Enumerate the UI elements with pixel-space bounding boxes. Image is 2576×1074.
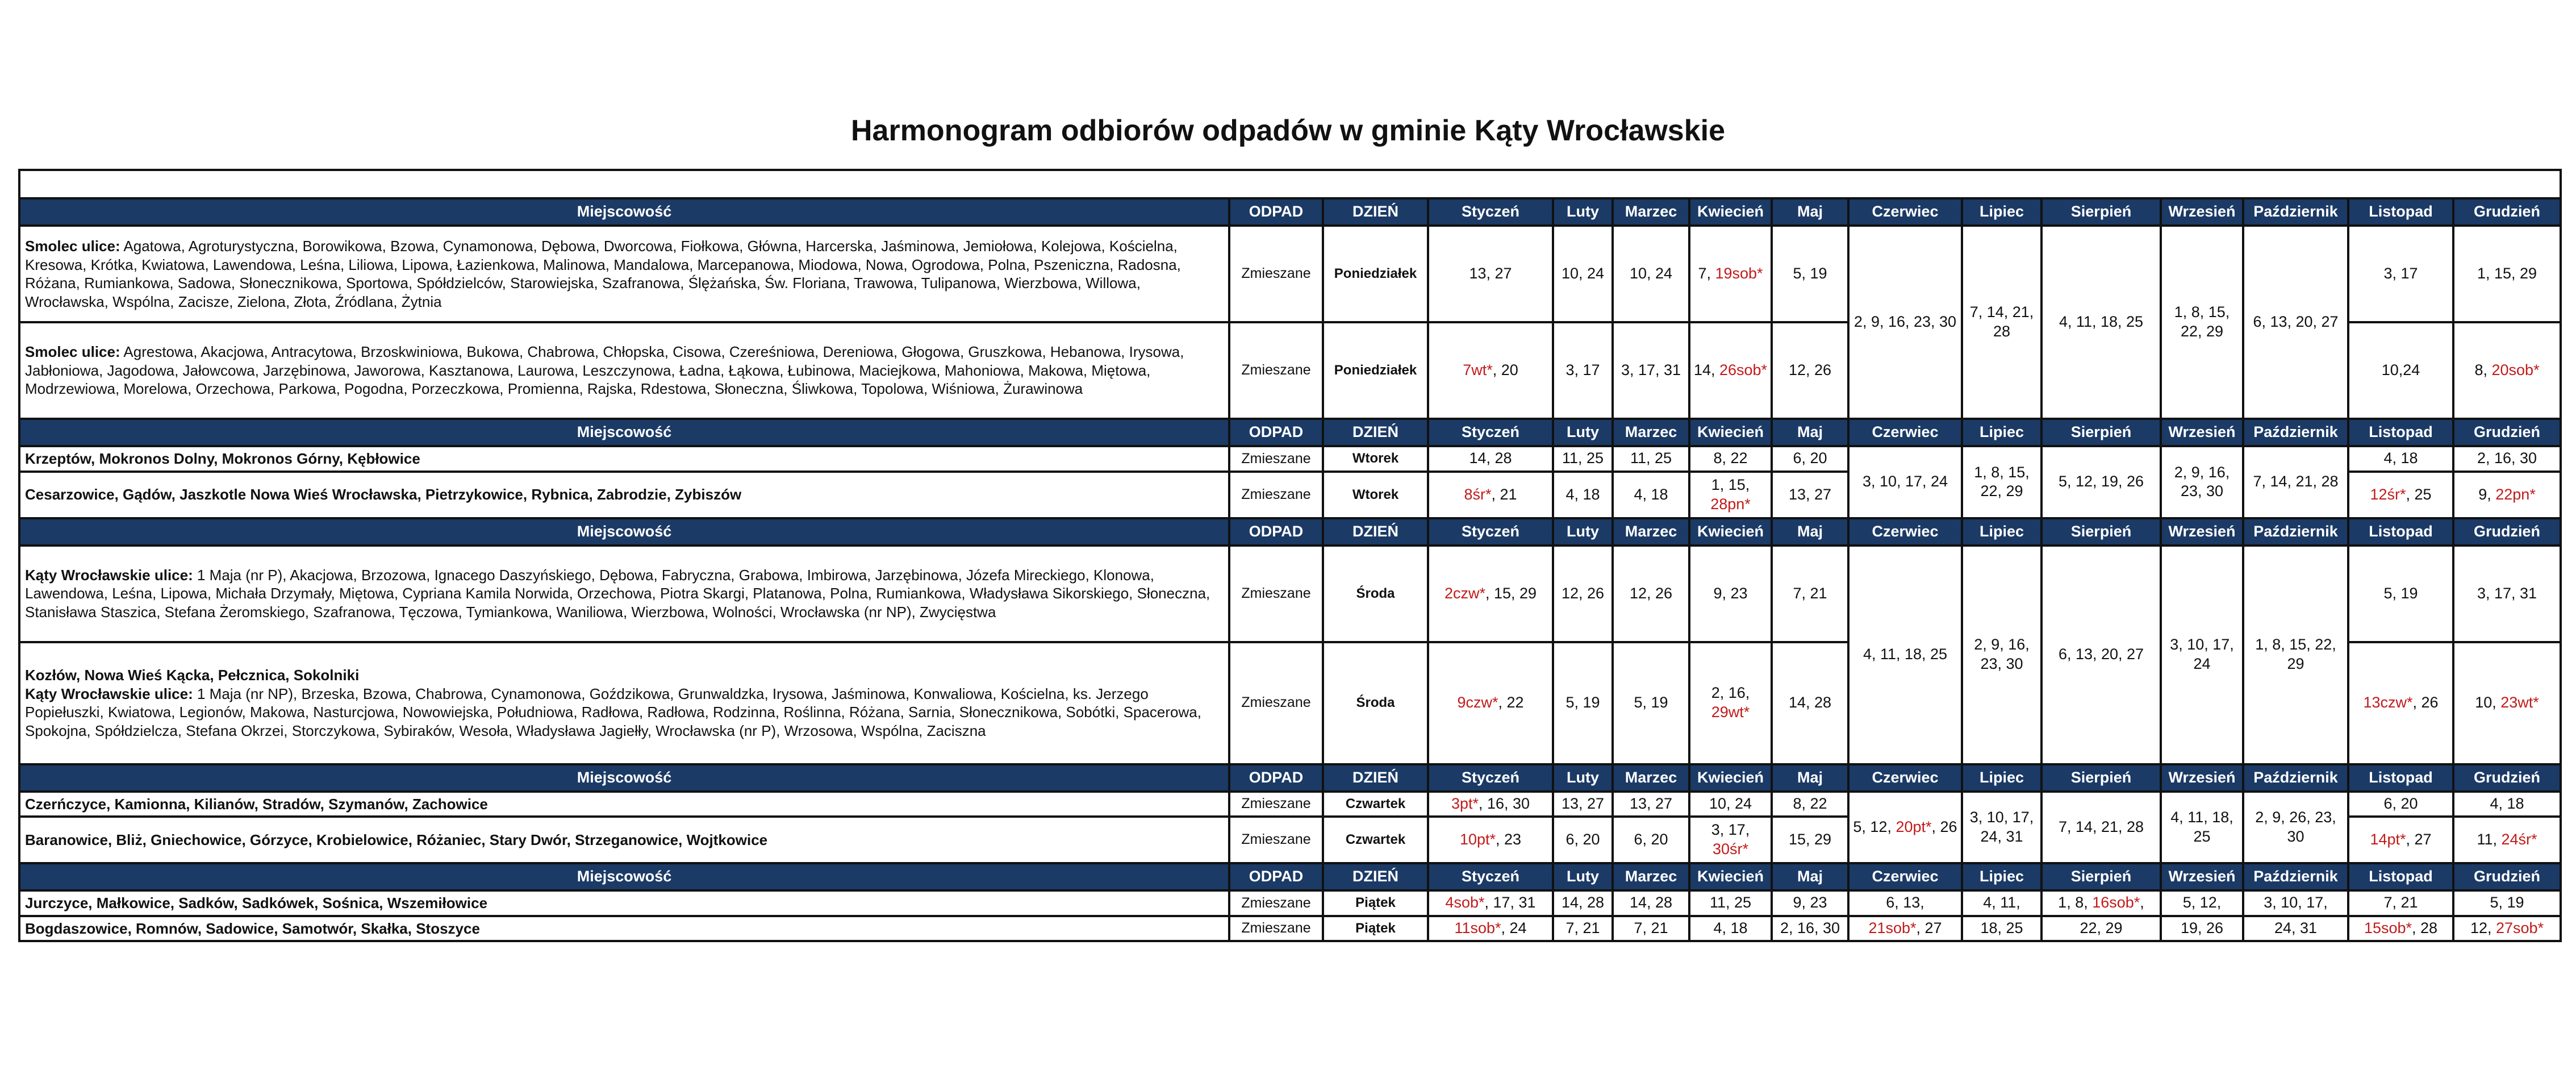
may-dates: 14, 28 bbox=[1772, 642, 1848, 764]
sep-dates: 1, 8, 15, 22, 29 bbox=[2161, 226, 2243, 419]
section-header-row bbox=[19, 518, 2561, 546]
waste-type-cell: Zmieszane bbox=[1229, 446, 1323, 472]
mar-dates: 12, 26 bbox=[1613, 546, 1689, 642]
column-header-feb: Luty bbox=[1553, 863, 1613, 890]
feb-dates: 12, 26 bbox=[1553, 546, 1613, 642]
column-header-jun: Czerwiec bbox=[1848, 419, 1962, 446]
dec-dates: 9, 22pn* bbox=[2453, 472, 2561, 518]
nov-dates: 12śr*, 25 bbox=[2348, 472, 2453, 518]
nov-dates: 4, 18 bbox=[2348, 446, 2453, 472]
column-header-oct: Październik bbox=[2243, 764, 2348, 792]
apr-dates: 1, 15, 28pn* bbox=[1689, 472, 1772, 518]
mar-dates: 6, 20 bbox=[1613, 817, 1689, 863]
dec-dates: 11, 24śr* bbox=[2453, 817, 2561, 863]
column-header-jan: Styczeń bbox=[1428, 863, 1553, 890]
may-dates: 9, 23 bbox=[1772, 890, 1848, 916]
nov-dates: 15sob*, 28 bbox=[2348, 916, 2453, 942]
waste-type-cell: Zmieszane bbox=[1229, 890, 1323, 916]
waste-type-cell: Zmieszane bbox=[1229, 817, 1323, 863]
apr-dates: 9, 23 bbox=[1689, 546, 1772, 642]
aug-dates: 1, 8, 16sob*, bbox=[2041, 890, 2161, 916]
aug-dates: 6, 13, 20, 27 bbox=[2041, 546, 2161, 764]
column-header-apr: Kwiecień bbox=[1689, 764, 1772, 792]
jan-dates: 4sob*, 17, 31 bbox=[1428, 890, 1553, 916]
column-header-may: Maj bbox=[1772, 863, 1848, 890]
mar-dates: 10, 24 bbox=[1613, 226, 1689, 322]
jun-dates: 5, 12, 20pt*, 26 bbox=[1848, 792, 1962, 864]
column-header-waste: ODPAD bbox=[1229, 863, 1323, 890]
sep-dates: 2, 9, 16, 23, 30 bbox=[2161, 446, 2243, 518]
column-header-day: DZIEŃ bbox=[1323, 198, 1428, 226]
oct-dates: 6, 13, 20, 27 bbox=[2243, 226, 2348, 419]
column-header-dec: Grudzień bbox=[2453, 419, 2561, 446]
waste-type-cell: Zmieszane bbox=[1229, 642, 1323, 764]
sep-dates: 5, 12, bbox=[2161, 890, 2243, 916]
apr-dates: 7, 19sob* bbox=[1689, 226, 1772, 322]
dec-dates: 5, 19 bbox=[2453, 890, 2561, 916]
column-header-apr: Kwiecień bbox=[1689, 419, 1772, 446]
jun-dates: 6, 13, bbox=[1848, 890, 1962, 916]
table-row bbox=[19, 792, 2561, 817]
nov-dates: 5, 19 bbox=[2348, 546, 2453, 642]
dec-dates: 10, 23wt* bbox=[2453, 642, 2561, 764]
feb-dates: 14, 28 bbox=[1553, 890, 1613, 916]
column-header-waste: ODPAD bbox=[1229, 198, 1323, 226]
column-header-feb: Luty bbox=[1553, 419, 1613, 446]
column-header-oct: Październik bbox=[2243, 419, 2348, 446]
column-header-jun: Czerwiec bbox=[1848, 863, 1962, 890]
may-dates: 15, 29 bbox=[1772, 817, 1848, 863]
column-header-nov: Listopad bbox=[2348, 764, 2453, 792]
jun-dates: 21sob*, 27 bbox=[1848, 916, 1962, 942]
waste-type-cell: Zmieszane bbox=[1229, 546, 1323, 642]
waste-schedule-table bbox=[18, 169, 2562, 942]
column-header-day: DZIEŃ bbox=[1323, 518, 1428, 546]
nov-dates: 13czw*, 26 bbox=[2348, 642, 2453, 764]
apr-dates: 2, 16, 29wt* bbox=[1689, 642, 1772, 764]
may-dates: 12, 26 bbox=[1772, 322, 1848, 419]
column-header-place: Miejscowość bbox=[19, 198, 1229, 226]
column-header-may: Maj bbox=[1772, 518, 1848, 546]
oct-dates: 2, 9, 26, 23, 30 bbox=[2243, 792, 2348, 864]
column-header-oct: Październik bbox=[2243, 198, 2348, 226]
section-header-row bbox=[19, 863, 2561, 890]
dec-dates: 12, 27sob* bbox=[2453, 916, 2561, 942]
column-header-jan: Styczeń bbox=[1428, 518, 1553, 546]
column-header-mar: Marzec bbox=[1613, 764, 1689, 792]
place-cell: Kozłów, Nowa Wieś Kącka, Pełcznica, Sokolniki Kąty Wrocławskie ulice: 1 Maja (nr NP), Brzeska, Bzowa, Chabrowa, Cynamonowa, Goździkowa, Grunwaldzka, Irysowa, Jaśminowa, Konwaliowa, Kościelna, ks. Jerzego Popiełuszki, Kwiatowa, Legionów, Makowa, Nasturcjowa, Nowowiejska, Południowa, Radłowa, Radłowa, Rodzinna, Roślinna, Różana, Sarnia, Słonecznikowa, Sobótki, Spacerowa, Spokojna, Spółdzielcza, Stefana Okrzei, Storczykowa, Sybiraków, Wesoła, Władysława Jagiełły, Wrocławska (nr P), Wrzosowa, Wspólna, Zaciszna bbox=[19, 642, 1229, 764]
feb-dates: 11, 25 bbox=[1553, 446, 1613, 472]
column-header-nov: Listopad bbox=[2348, 518, 2453, 546]
column-header-feb: Luty bbox=[1553, 198, 1613, 226]
sep-dates: 4, 11, 18, 25 bbox=[2161, 792, 2243, 864]
jan-dates: 9czw*, 22 bbox=[1428, 642, 1553, 764]
column-header-oct: Październik bbox=[2243, 518, 2348, 546]
column-header-jul: Lipiec bbox=[1962, 764, 2041, 792]
weekday-cell: Wtorek bbox=[1323, 472, 1428, 518]
column-header-sep: Wrzesień bbox=[2161, 518, 2243, 546]
column-header-mar: Marzec bbox=[1613, 518, 1689, 546]
column-header-jan: Styczeń bbox=[1428, 198, 1553, 226]
jul-dates: 7, 14, 21, 28 bbox=[1962, 226, 2041, 419]
column-header-apr: Kwiecień bbox=[1689, 863, 1772, 890]
jan-dates: 2czw*, 15, 29 bbox=[1428, 546, 1553, 642]
feb-dates: 6, 20 bbox=[1553, 817, 1613, 863]
column-header-dec: Grudzień bbox=[2453, 764, 2561, 792]
column-header-place: Miejscowość bbox=[19, 863, 1229, 890]
table-row bbox=[19, 546, 2561, 642]
column-header-aug: Sierpień bbox=[2041, 764, 2161, 792]
column-header-may: Maj bbox=[1772, 764, 1848, 792]
column-header-sep: Wrzesień bbox=[2161, 764, 2243, 792]
jul-dates: 2, 9, 16, 23, 30 bbox=[1962, 546, 2041, 764]
column-header-jul: Lipiec bbox=[1962, 518, 2041, 546]
nov-dates: 7, 21 bbox=[2348, 890, 2453, 916]
may-dates: 8, 22 bbox=[1772, 792, 1848, 817]
weekday-cell: Piątek bbox=[1323, 916, 1428, 942]
table-row bbox=[19, 890, 2561, 916]
may-dates: 7, 21 bbox=[1772, 546, 1848, 642]
place-cell: Kąty Wrocławskie ulice: 1 Maja (nr P), Akacjowa, Brzozowa, Ignacego Daszyńskiego, Dębowa, Fabryczna, Grabowa, Imbirowa, Jarzębinowa, Józefa Mireckiego, Klonowa, Lawendowa, Leśna, Lipowa, Michała Drzymały, Miętowa, Cypriana Kamila Norwida, Orzechowa, Piotra Skargi, Platanowa, Polna, Rumiankowa, Władysława Sikorskiego, Słoneczna, Stanisława Staszica, Stefana Żeromskiego, Szafranowa, Tęczowa, Tymiankowa, Waniliowa, Wierzbowa, Wolności, Wrocławska (nr NP), Zwycięstwa bbox=[19, 546, 1229, 642]
waste-type-cell: Zmieszane bbox=[1229, 226, 1323, 322]
place-cell: Jurczyce, Małkowice, Sadków, Sadkówek, Sośnica, Wszemiłowice bbox=[19, 890, 1229, 916]
column-header-jul: Lipiec bbox=[1962, 863, 2041, 890]
column-header-feb: Luty bbox=[1553, 518, 1613, 546]
may-dates: 5, 19 bbox=[1772, 226, 1848, 322]
jun-dates: 3, 10, 17, 24 bbox=[1848, 446, 1962, 518]
column-header-dec: Grudzień bbox=[2453, 863, 2561, 890]
jan-dates: 11sob*, 24 bbox=[1428, 916, 1553, 942]
apr-dates: 11, 25 bbox=[1689, 890, 1772, 916]
aug-dates: 4, 11, 18, 25 bbox=[2041, 226, 2161, 419]
jan-dates: 3pt*, 16, 30 bbox=[1428, 792, 1553, 817]
feb-dates: 7, 21 bbox=[1553, 916, 1613, 942]
column-header-oct: Październik bbox=[2243, 863, 2348, 890]
mar-dates: 11, 25 bbox=[1613, 446, 1689, 472]
dec-dates: 3, 17, 31 bbox=[2453, 546, 2561, 642]
aug-dates: 7, 14, 21, 28 bbox=[2041, 792, 2161, 864]
column-header-dec: Grudzień bbox=[2453, 518, 2561, 546]
apr-dates: 4, 18 bbox=[1689, 916, 1772, 942]
feb-dates: 3, 17 bbox=[1553, 322, 1613, 419]
feb-dates: 5, 19 bbox=[1553, 642, 1613, 764]
weekday-cell: Czwartek bbox=[1323, 817, 1428, 863]
column-header-day: DZIEŃ bbox=[1323, 863, 1428, 890]
mar-dates: 13, 27 bbox=[1613, 792, 1689, 817]
may-dates: 2, 16, 30 bbox=[1772, 916, 1848, 942]
weekday-cell: Piątek bbox=[1323, 890, 1428, 916]
column-header-feb: Luty bbox=[1553, 764, 1613, 792]
mar-dates: 4, 18 bbox=[1613, 472, 1689, 518]
empty-title-row bbox=[19, 170, 2561, 198]
place-cell: Baranowice, Bliż, Gniechowice, Górzyce, Krobielowice, Różaniec, Stary Dwór, Strzeganowice, Wojtkowice bbox=[19, 817, 1229, 863]
place-cell: Smolec ulice: Agrestowa, Akacjowa, Antracytowa, Brzoskwiniowa, Bukowa, Chabrowa, Chłopska, Cisowa, Czereśniowa, Dereniowa, Głogowa, Gruszkowa, Hebanowa, Irysowa, Jabłoniowa, Jagodowa, Jałowcowa, Jarzębinowa, Jaworowa, Kasztanowa, Laurowa, Leszczynowa, Ładna, Łąkowa, Łubinowa, Maciejkowa, Mahoniowa, Makowa, Miętowa, Modrzewiowa, Morelowa, Orzechowa, Parkowa, Pogodna, Porzeczkowa, Promienna, Rajska, Rdestowa, Słoneczna, Śliwkowa, Topolowa, Wiśniowa, Żurawinowa bbox=[19, 322, 1229, 419]
column-header-apr: Kwiecień bbox=[1689, 198, 1772, 226]
column-header-jun: Czerwiec bbox=[1848, 518, 1962, 546]
column-header-mar: Marzec bbox=[1613, 419, 1689, 446]
jul-dates: 1, 8, 15, 22, 29 bbox=[1962, 446, 2041, 518]
column-header-place: Miejscowość bbox=[19, 518, 1229, 546]
aug-dates: 5, 12, 19, 26 bbox=[2041, 446, 2161, 518]
table-row bbox=[19, 446, 2561, 472]
section-header-row bbox=[19, 764, 2561, 792]
table-row bbox=[19, 916, 2561, 942]
column-header-aug: Sierpień bbox=[2041, 863, 2161, 890]
aug-dates: 22, 29 bbox=[2041, 916, 2161, 942]
jul-dates: 4, 11, bbox=[1962, 890, 2041, 916]
dec-dates: 2, 16, 30 bbox=[2453, 446, 2561, 472]
apr-dates: 10, 24 bbox=[1689, 792, 1772, 817]
column-header-jun: Czerwiec bbox=[1848, 764, 1962, 792]
oct-dates: 3, 10, 17, bbox=[2243, 890, 2348, 916]
place-cell: Czerńczyce, Kamionna, Kilianów, Stradów, Szymanów, Zachowice bbox=[19, 792, 1229, 817]
column-header-mar: Marzec bbox=[1613, 198, 1689, 226]
column-header-may: Maj bbox=[1772, 419, 1848, 446]
place-cell: Smolec ulice: Agatowa, Agroturystyczna, Borowikowa, Bzowa, Cynamonowa, Dębowa, Dworcowa, Fiołkowa, Główna, Harcerska, Jaśminowa, Jemiołowa, Kolejowa, Kościelna, Kresowa, Krótka, Kwiatowa, Lawendowa, Leśna, Liliowa, Lipowa, Łazienkowa, Malinowa, Mandalowa, Marcepanowa, Miodowa, Nowa, Ogrodowa, Polna, Pszeniczna, Radosna, Różana, Rumiankowa, Sadowa, Słonecznikowa, Sportowa, Spółdzielców, Starowiejska, Szafranowa, Ślężańska, Św. Floriana, Trawowa, Tulipanowa, Wierzbowa, Willowa, Wrocławska, Wspólna, Zacisze, Zielona, Złota, Źródlana, Żytnia bbox=[19, 226, 1229, 322]
column-header-jun: Czerwiec bbox=[1848, 198, 1962, 226]
weekday-cell: Poniedziałek bbox=[1323, 226, 1428, 322]
column-header-day: DZIEŃ bbox=[1323, 764, 1428, 792]
waste-type-cell: Zmieszane bbox=[1229, 322, 1323, 419]
jan-dates: 8śr*, 21 bbox=[1428, 472, 1553, 518]
oct-dates: 24, 31 bbox=[2243, 916, 2348, 942]
column-header-sep: Wrzesień bbox=[2161, 419, 2243, 446]
nov-dates: 10,24 bbox=[2348, 322, 2453, 419]
table-row bbox=[19, 226, 2561, 322]
column-header-aug: Sierpień bbox=[2041, 419, 2161, 446]
column-header-aug: Sierpień bbox=[2041, 518, 2161, 546]
column-header-apr: Kwiecień bbox=[1689, 518, 1772, 546]
jun-dates: 4, 11, 18, 25 bbox=[1848, 546, 1962, 764]
column-header-place: Miejscowość bbox=[19, 764, 1229, 792]
weekday-cell: Wtorek bbox=[1323, 446, 1428, 472]
place-cell: Cesarzowice, Gądów, Jaszkotle Nowa Wieś Wrocławska, Pietrzykowice, Rybnica, Zabrodzie, Zybiszów bbox=[19, 472, 1229, 518]
column-header-jul: Lipiec bbox=[1962, 419, 2041, 446]
weekday-cell: Poniedziałek bbox=[1323, 322, 1428, 419]
jul-dates: 18, 25 bbox=[1962, 916, 2041, 942]
feb-dates: 4, 18 bbox=[1553, 472, 1613, 518]
document-title: Harmonogram odbiorów odpadów w gminie Kąty Wrocławskie bbox=[850, 114, 1726, 147]
jan-dates: 14, 28 bbox=[1428, 446, 1553, 472]
jan-dates: 13, 27 bbox=[1428, 226, 1553, 322]
column-header-waste: ODPAD bbox=[1229, 764, 1323, 792]
weekday-cell: Środa bbox=[1323, 642, 1428, 764]
jan-dates: 10pt*, 23 bbox=[1428, 817, 1553, 863]
sep-dates: 19, 26 bbox=[2161, 916, 2243, 942]
mar-dates: 7, 21 bbox=[1613, 916, 1689, 942]
apr-dates: 14, 26sob* bbox=[1689, 322, 1772, 419]
column-header-waste: ODPAD bbox=[1229, 419, 1323, 446]
place-cell: Krzeptów, Mokronos Dolny, Mokronos Górny, Kębłowice bbox=[19, 446, 1229, 472]
sep-dates: 3, 10, 17, 24 bbox=[2161, 546, 2243, 764]
feb-dates: 10, 24 bbox=[1553, 226, 1613, 322]
column-header-day: DZIEŃ bbox=[1323, 419, 1428, 446]
column-header-jan: Styczeń bbox=[1428, 764, 1553, 792]
column-header-sep: Wrzesień bbox=[2161, 198, 2243, 226]
mar-dates: 5, 19 bbox=[1613, 642, 1689, 764]
column-header-nov: Listopad bbox=[2348, 198, 2453, 226]
dec-dates: 8, 20sob* bbox=[2453, 322, 2561, 419]
dec-dates: 1, 15, 29 bbox=[2453, 226, 2561, 322]
column-header-jan: Styczeń bbox=[1428, 419, 1553, 446]
column-header-nov: Listopad bbox=[2348, 863, 2453, 890]
dec-dates: 4, 18 bbox=[2453, 792, 2561, 817]
section-header-row bbox=[19, 419, 2561, 446]
nov-dates: 3, 17 bbox=[2348, 226, 2453, 322]
oct-dates: 1, 8, 15, 22, 29 bbox=[2243, 546, 2348, 764]
nov-dates: 14pt*, 27 bbox=[2348, 817, 2453, 863]
section-header-row bbox=[19, 198, 2561, 226]
may-dates: 6, 20 bbox=[1772, 446, 1848, 472]
column-header-place: Miejscowość bbox=[19, 419, 1229, 446]
weekday-cell: Środa bbox=[1323, 546, 1428, 642]
may-dates: 13, 27 bbox=[1772, 472, 1848, 518]
jun-dates: 2, 9, 16, 23, 30 bbox=[1848, 226, 1962, 419]
mar-dates: 3, 17, 31 bbox=[1613, 322, 1689, 419]
apr-dates: 3, 17, 30śr* bbox=[1689, 817, 1772, 863]
waste-type-cell: Zmieszane bbox=[1229, 472, 1323, 518]
mar-dates: 14, 28 bbox=[1613, 890, 1689, 916]
nov-dates: 6, 20 bbox=[2348, 792, 2453, 817]
place-cell: Bogdaszowice, Romnów, Sadowice, Samotwór, Skałka, Stoszyce bbox=[19, 916, 1229, 942]
waste-type-cell: Zmieszane bbox=[1229, 792, 1323, 817]
column-header-may: Maj bbox=[1772, 198, 1848, 226]
weekday-cell: Czwartek bbox=[1323, 792, 1428, 817]
jan-dates: 7wt*, 20 bbox=[1428, 322, 1553, 419]
jul-dates: 3, 10, 17, 24, 31 bbox=[1962, 792, 2041, 864]
column-header-waste: ODPAD bbox=[1229, 518, 1323, 546]
feb-dates: 13, 27 bbox=[1553, 792, 1613, 817]
waste-type-cell: Zmieszane bbox=[1229, 916, 1323, 942]
apr-dates: 8, 22 bbox=[1689, 446, 1772, 472]
column-header-jul: Lipiec bbox=[1962, 198, 2041, 226]
column-header-nov: Listopad bbox=[2348, 419, 2453, 446]
column-header-dec: Grudzień bbox=[2453, 198, 2561, 226]
oct-dates: 7, 14, 21, 28 bbox=[2243, 446, 2348, 518]
column-header-mar: Marzec bbox=[1613, 863, 1689, 890]
column-header-aug: Sierpień bbox=[2041, 198, 2161, 226]
column-header-sep: Wrzesień bbox=[2161, 863, 2243, 890]
